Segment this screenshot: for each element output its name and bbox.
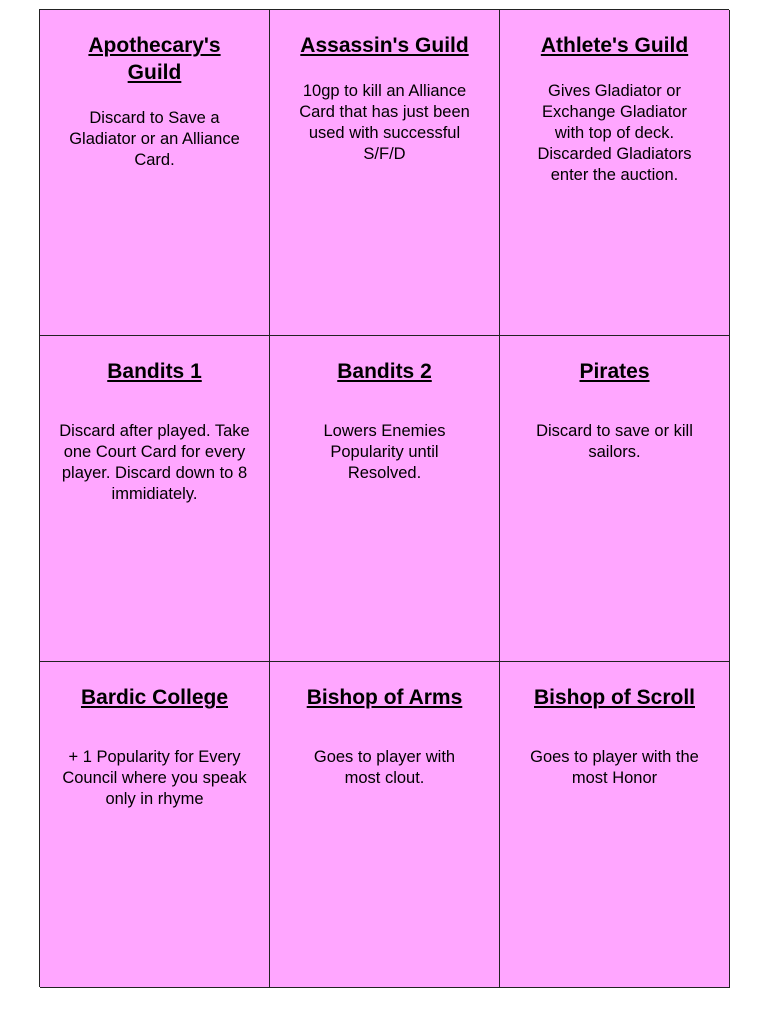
card-pirates xyxy=(500,336,730,662)
card-assassins-guild xyxy=(270,10,500,336)
card-title: Bandits 2 xyxy=(337,360,432,383)
card-bardic-college xyxy=(40,662,270,988)
card-title: Bishop of Scroll xyxy=(533,686,695,709)
card-bandits-2 xyxy=(270,336,500,662)
card-athletes-guild xyxy=(500,10,730,336)
card-bandits-1 xyxy=(40,336,270,662)
card-text: Goes to player with most clout. xyxy=(313,748,456,787)
card-text: Gives Gladiator or Exchange Gladiator with top of deck. Discarded Gladiators enter the auction. xyxy=(537,82,692,184)
card-bishop-of-arms xyxy=(270,662,500,988)
card-title: Bishop of Arms xyxy=(306,686,463,709)
card-text: Discard to save or kill sailors. xyxy=(536,422,693,461)
card-text: 10gp to kill an Alliance Card that has just been used with successful S/F/D xyxy=(299,82,470,163)
card-title: Bardic College xyxy=(80,686,229,709)
card-bishop-of-scroll xyxy=(500,662,730,988)
card-title: Athlete's Guild xyxy=(540,34,689,57)
card-title: Bandits 1 xyxy=(107,360,202,383)
card-title: Assassin's Guild xyxy=(300,34,469,57)
card-text: Discard after played. Take one Court Card for every player. Discard down to 8 immidiately. xyxy=(59,422,250,503)
card-text: + 1 Popularity for Every Council where you speak only in rhyme xyxy=(62,748,247,808)
card-title: Pirates xyxy=(579,360,650,383)
card-text: Discard to Save a Gladiator or an Alliance Card. xyxy=(69,109,240,169)
card-title: Apothecary's Guild xyxy=(88,34,221,84)
card-sheet xyxy=(39,9,729,987)
card-text: Goes to player with the most Honor xyxy=(530,748,699,787)
card-apothecarys-guild xyxy=(40,10,270,336)
card-text: Lowers Enemies Popularity until Resolved. xyxy=(323,422,446,482)
